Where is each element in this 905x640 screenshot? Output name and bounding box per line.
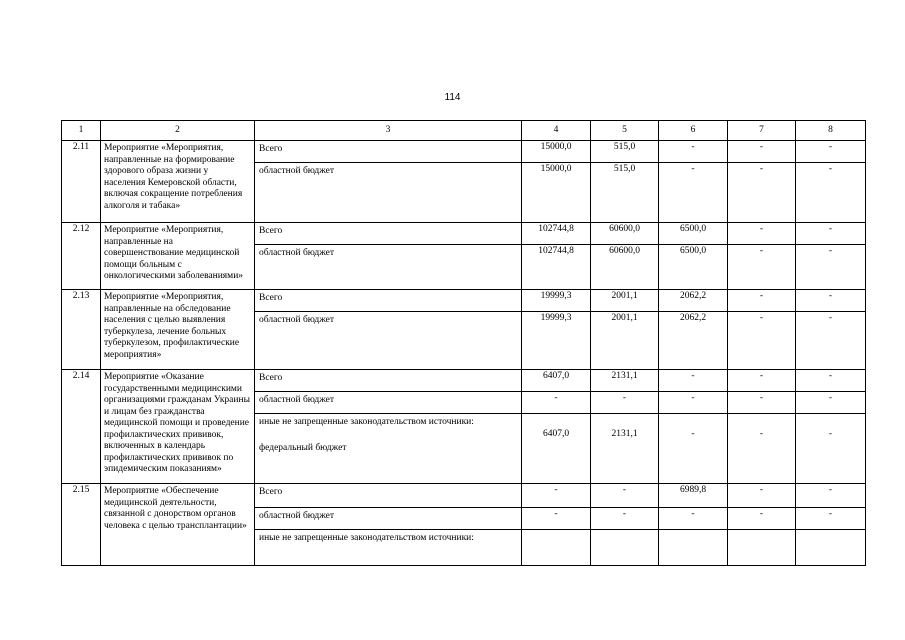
value-text: - <box>691 429 695 439</box>
funding-source: областной бюджет <box>255 163 522 223</box>
value-cell <box>796 530 866 566</box>
value-cell: 102744,8 <box>522 223 591 245</box>
header-cell: 2 <box>101 121 255 141</box>
value-cell <box>728 530 796 566</box>
funding-source: Всего <box>255 484 522 508</box>
value-cell <box>591 414 659 484</box>
header-cell: 4 <box>522 121 591 141</box>
row-number: 2.14 <box>62 370 101 484</box>
value-cell: - <box>522 392 591 414</box>
budget-table <box>61 120 866 566</box>
page-number: 114 <box>444 92 461 103</box>
value-cell: - <box>728 141 796 163</box>
value-cell: - <box>728 508 796 530</box>
value-cell: 60600,0 <box>591 245 659 290</box>
value-cell: - <box>796 290 866 312</box>
funding-source-label: иные не запрещенные законодательством источники: <box>259 417 474 427</box>
value-cell: - <box>796 312 866 370</box>
event-description: Мероприятие «Оказание государственными медицинскими организациями гражданам Украины и лицам без гражданства медицинской помощи и проведение профилактических прививок, включенных в календарь профилактических прививок по эпидемическим показаниям» <box>101 370 255 484</box>
value-cell: - <box>659 370 728 392</box>
header-cell: 1 <box>62 121 101 141</box>
value-cell: 2062,2 <box>659 312 728 370</box>
value-text: 6407,0 <box>542 429 570 439</box>
value-cell: 2131,1 <box>591 370 659 392</box>
funding-source: Всего <box>255 223 522 245</box>
value-cell: - <box>659 508 728 530</box>
value-cell: - <box>796 163 866 223</box>
value-text: - <box>828 429 833 439</box>
value-cell: 15000,0 <box>522 141 591 163</box>
value-cell <box>591 530 659 566</box>
funding-source: Всего <box>255 141 522 163</box>
header-cell: 8 <box>796 121 866 141</box>
value-cell <box>796 414 866 484</box>
table-row <box>62 484 866 508</box>
value-cell: - <box>796 392 866 414</box>
value-cell <box>522 414 591 484</box>
value-cell: - <box>591 392 659 414</box>
value-cell: 2001,1 <box>591 290 659 312</box>
value-cell: - <box>728 245 796 290</box>
value-cell <box>659 530 728 566</box>
value-cell: - <box>728 223 796 245</box>
value-cell: 6989,8 <box>659 484 728 508</box>
funding-source: областной бюджет <box>255 245 522 290</box>
value-cell: 102744,8 <box>522 245 591 290</box>
row-number: 2.13 <box>62 290 101 370</box>
value-cell: 19999,3 <box>522 290 591 312</box>
value-cell: 2001,1 <box>591 312 659 370</box>
value-cell: - <box>659 163 728 223</box>
value-cell: - <box>796 508 866 530</box>
value-cell: - <box>728 392 796 414</box>
value-text: - <box>759 429 764 439</box>
table-header-row <box>62 121 866 141</box>
value-cell: 6500,0 <box>659 223 728 245</box>
row-number: 2.15 <box>62 484 101 566</box>
header-cell: 7 <box>728 121 796 141</box>
value-text: 2131,1 <box>611 429 638 439</box>
header-cell: 5 <box>591 121 659 141</box>
value-cell: 6500,0 <box>659 245 728 290</box>
value-cell: 6407,0 <box>522 370 591 392</box>
event-description: Мероприятие «Мероприятия, направленные на обследование населения с целью выявления туберкулеза, лечение больных туберкулезом, профилактические мероприятия» <box>101 290 255 370</box>
funding-source: областной бюджет <box>255 392 522 414</box>
value-cell <box>659 414 728 484</box>
header-cell: 3 <box>255 121 522 141</box>
value-cell: 515,0 <box>591 141 659 163</box>
value-cell: - <box>522 508 591 530</box>
value-cell: - <box>796 223 866 245</box>
table-row <box>62 223 866 245</box>
header-cell: 6 <box>659 121 728 141</box>
row-number: 2.11 <box>62 141 101 223</box>
value-cell: - <box>659 392 728 414</box>
value-cell: - <box>522 484 591 508</box>
value-cell: - <box>591 508 659 530</box>
value-cell: 19999,3 <box>522 312 591 370</box>
table-row <box>62 290 866 312</box>
value-cell: 60600,0 <box>591 223 659 245</box>
value-cell: - <box>728 163 796 223</box>
funding-source <box>255 414 522 484</box>
funding-source: областной бюджет <box>255 312 522 370</box>
value-cell: 515,0 <box>591 163 659 223</box>
row-number: 2.12 <box>62 223 101 290</box>
value-cell: - <box>796 484 866 508</box>
value-cell: - <box>796 245 866 290</box>
value-cell: - <box>728 370 796 392</box>
event-description: Мероприятие «Мероприятия, направленные на формирование здорового образа жизни у населения Кемеровской области, включая сокращение потребления алкоголя и табака» <box>101 141 255 223</box>
value-cell: 2062,2 <box>659 290 728 312</box>
value-cell: 15000,0 <box>522 163 591 223</box>
event-description: Мероприятие «Обеспечение медицинской деятельности, связанной с донорством органов человека с целью трансплантации» <box>101 484 255 566</box>
value-cell: - <box>728 312 796 370</box>
funding-source: Всего <box>255 290 522 312</box>
funding-subsource: федеральный бюджет <box>259 442 347 453</box>
value-cell: - <box>796 141 866 163</box>
value-cell: - <box>728 290 796 312</box>
table-row <box>62 370 866 392</box>
value-cell: - <box>659 141 728 163</box>
event-description: Мероприятие «Мероприятия, направленные на совершенствование медицинской помощи больным с онкологическими заболеваниями» <box>101 223 255 290</box>
funding-source: областной бюджет <box>255 508 522 530</box>
value-cell: - <box>591 484 659 508</box>
value-cell: - <box>796 370 866 392</box>
value-cell: - <box>728 484 796 508</box>
funding-source: иные не запрещенные законодательством источники: <box>255 530 522 566</box>
table-row <box>62 141 866 163</box>
value-cell <box>522 530 591 566</box>
funding-source: Всего <box>255 370 522 392</box>
value-cell <box>728 414 796 484</box>
